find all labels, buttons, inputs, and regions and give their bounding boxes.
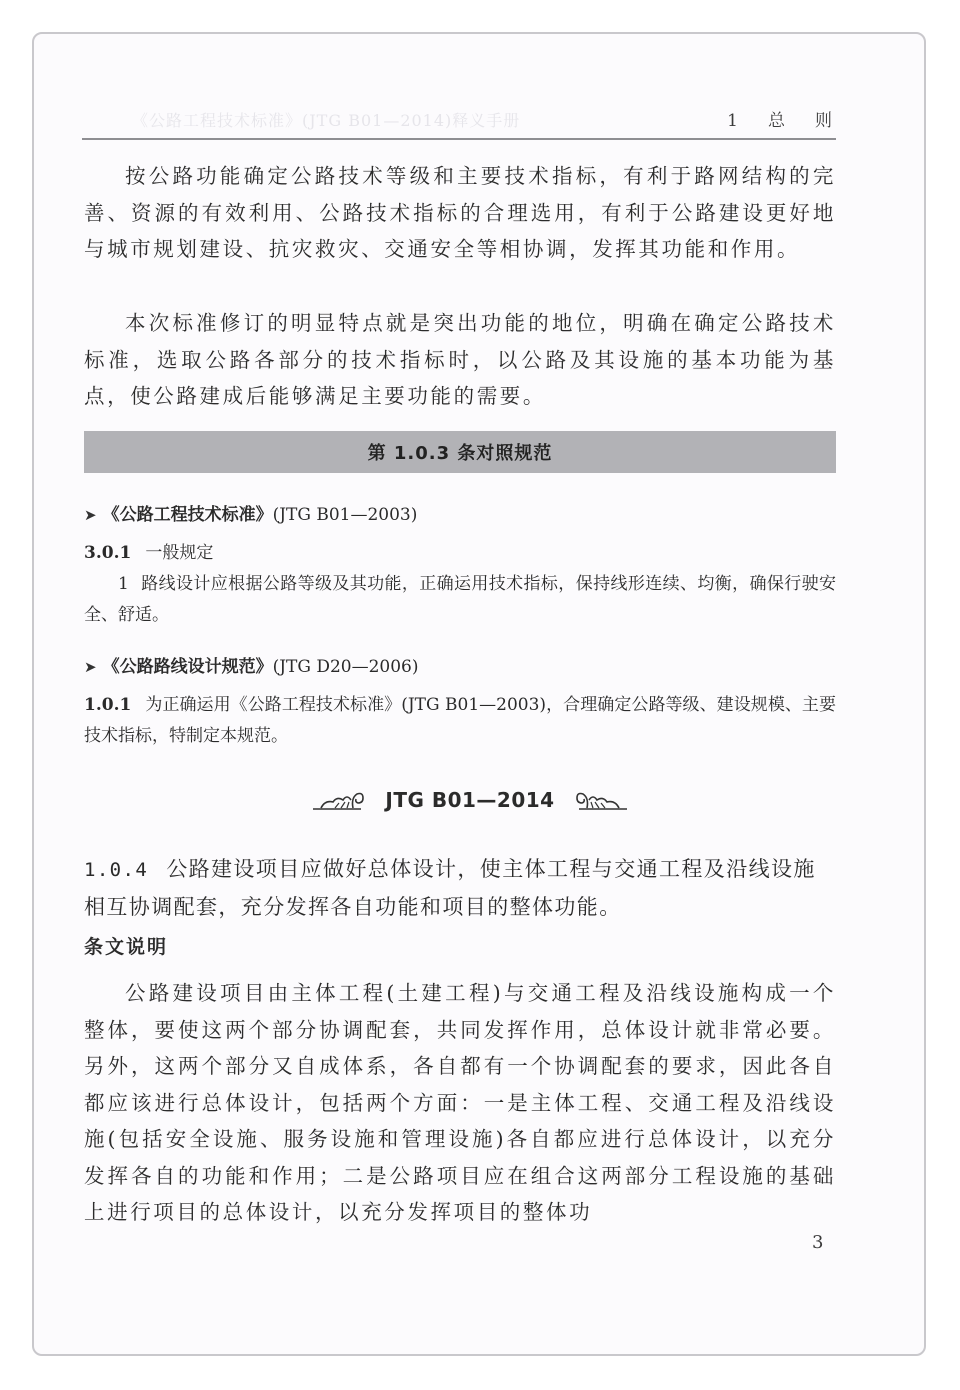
chapter-title-part-1: 总 [768,111,787,131]
chapter-number: 1 [727,111,740,131]
reference-1-clause-number: 3.0.1 [84,543,132,563]
intro-paragraph-2: 本次标准修订的明显特点就是突出功能的地位，明确在确定公路技术标准，选取公路各部分的技术指标时，以公路及其设施的基本功能为基点，使公路建成后能够满足主要功能的需要。 [84,311,836,408]
reference-1-item-1 [84,569,836,631]
reference-1-clause-title: 一般规定 [145,543,214,563]
clause-1-0-4-text: 公路建设项目应做好总体设计，使主体工程与交通工程及沿线设施相互协调配套，充分发挥各自功能和项目的整体功能。 [84,857,816,919]
reference-1-code: (JTG B01—2003) [272,505,418,525]
reference-2-clause [84,690,836,752]
comparison-banner-title: 第 1.0.3 条对照规范 [367,443,553,464]
clause-1-0-4-number: 1.0.4 [84,859,149,881]
clause-1-0-4 [84,851,836,926]
comparison-banner [84,431,836,473]
right-flourish-icon [573,788,629,812]
arrow-bullet-icon: ➤ [84,506,97,524]
reference-2-code: (JTG D20—2006) [272,657,419,677]
reference-1-title: 《公路工程技术标准》 [102,505,273,525]
arrow-bullet-icon: ➤ [84,658,97,676]
chapter-title-part-2: 则 [815,111,834,131]
running-head [82,100,836,140]
reference-1-item-text: 路线设计应根据公路等级及其功能，正确运用技术指标，保持线形连续、均衡，确保行驶安全、舒适。 [84,574,836,625]
reference-2-heading [84,652,836,682]
reference-1-item-number: 1 [118,574,129,594]
reference-1-heading [84,500,836,530]
standard-section-title [280,780,660,820]
header-rule [82,138,836,140]
reference-2-clause-text: 为正确运用《公路工程技术标准》(JTG B01—2003)，合理确定公路等级、建设规模、主要技术指标，特制定本规范。 [84,695,836,746]
explanation-paragraph: 公路建设项目由主体工程(土建工程)与交通工程及沿线设施构成一个整体，要使这两个部分协调配套，共同发挥作用，总体设计就非常必要。另外，这两个部分又自成体系，各自都有一个协调配套的要求，因此各自都应该进行总体设计，包括两个方面：一是主体工程、交通工程及沿线设施(包括安全设施、服务设施和管理设施)各自都应进行总体设计，以充分发挥各自的功能和作用；二是公路项目应在组合这两部分工程设施的基础上进行项目的总体设计，以充分发挥项目的整体功 [84,981,836,1224]
left-flourish-icon [311,788,367,812]
intro-paragraph-1: 按公路功能确定公路技术等级和主要技术指标，有利于路网结构的完善、资源的有效利用、公路技术指标的合理选用，有利于公路建设更好地与城市规划建设、抗灾救灾、交通安全等相协调，发挥其功能和作用。 [84,164,836,261]
reference-1-clause [84,538,836,568]
page-number: 3 [812,1232,824,1253]
reference-2-clause-number: 1.0.1 [84,695,132,715]
chapter-heading [727,106,834,131]
reference-2-title: 《公路路线设计规范》 [102,657,273,677]
explanation-heading: 条文说明 [84,936,169,958]
standard-code-label: JTG B01—2014 [385,788,555,812]
bleed-through-text: 《公路工程技术标准》(JTG B01—2014)释义手册 [132,111,521,130]
